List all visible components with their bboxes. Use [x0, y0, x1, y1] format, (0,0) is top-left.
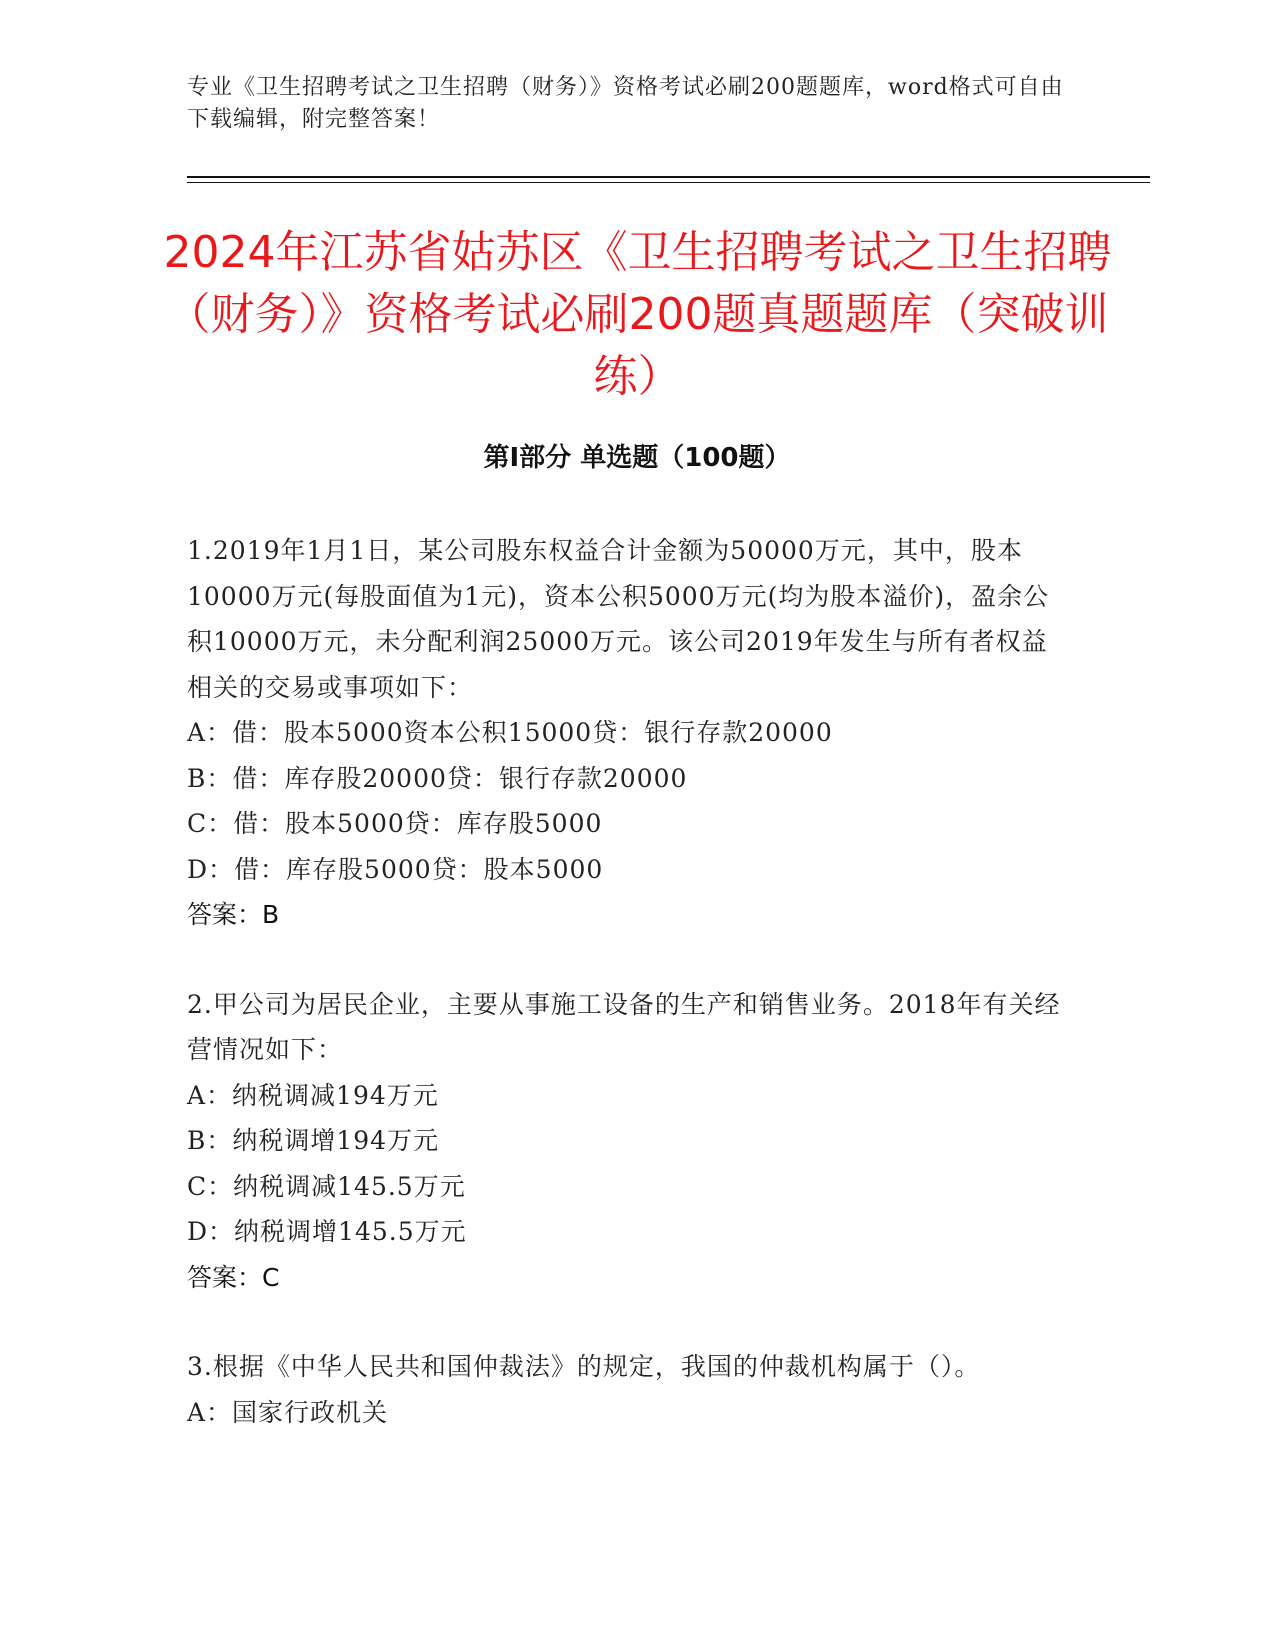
option-c: C：纳税调减145.5万元	[187, 1171, 466, 1201]
option-c: C：借：股本5000贷：库存股5000	[187, 809, 603, 838]
question-text: 3.根据《中华人民共和国仲裁法》的规定，我国的仲裁机构属于（）。	[187, 1352, 981, 1381]
question-3	[187, 1344, 1067, 1435]
question-text: 2.甲公司为居民企业，主要从事施工设备的生产和销售业务。2018年有关经营情况如下：	[187, 989, 1061, 1064]
header-note: 专业《卫生招聘考试之卫生招聘（财务）》资格考试必刷200题题库，word格式可自由下载编辑，附完整答案！	[187, 75, 1064, 132]
option-a: A：纳税调减194万元	[187, 1080, 439, 1110]
document-title: 2024年江苏省姑苏区《卫生招聘考试之卫生招聘（财务）》资格考试必刷200题真题题库（突破训练）	[163, 227, 1112, 402]
question-text: 1.2019年1月1日，某公司股东权益合计金额为50000万元，其中，股本10000万元(每股面值为1元)，资本公积5000万元(均为股本溢价)，盈余公积10000万元，未分配利润25000万元。该公司2019年发生与所有者权益相关的交易或事项如下：	[187, 536, 1050, 702]
question-1	[187, 528, 1067, 938]
question-list	[187, 528, 1067, 1479]
option-d: D：借：库存股5000贷：股本5000	[187, 854, 604, 884]
option-b: B：借：库存股20000贷：银行存款20000	[187, 763, 688, 793]
option-a: A：国家行政机关	[187, 1397, 389, 1427]
answer-label: 答案：B	[187, 900, 280, 929]
question-2	[187, 982, 1067, 1301]
option-a: A：借：股本5000资本公积15000贷：银行存款20000	[187, 718, 833, 747]
option-b: B：纳税调增194万元	[187, 1126, 440, 1155]
header-divider-thick	[187, 176, 1150, 178]
option-d: D：纳税调增145.5万元	[187, 1217, 467, 1246]
answer-label: 答案：C	[187, 1262, 280, 1292]
header-divider-thin	[187, 182, 1150, 183]
section-heading: 第Ⅰ部分 单选题（100题）	[483, 443, 791, 473]
